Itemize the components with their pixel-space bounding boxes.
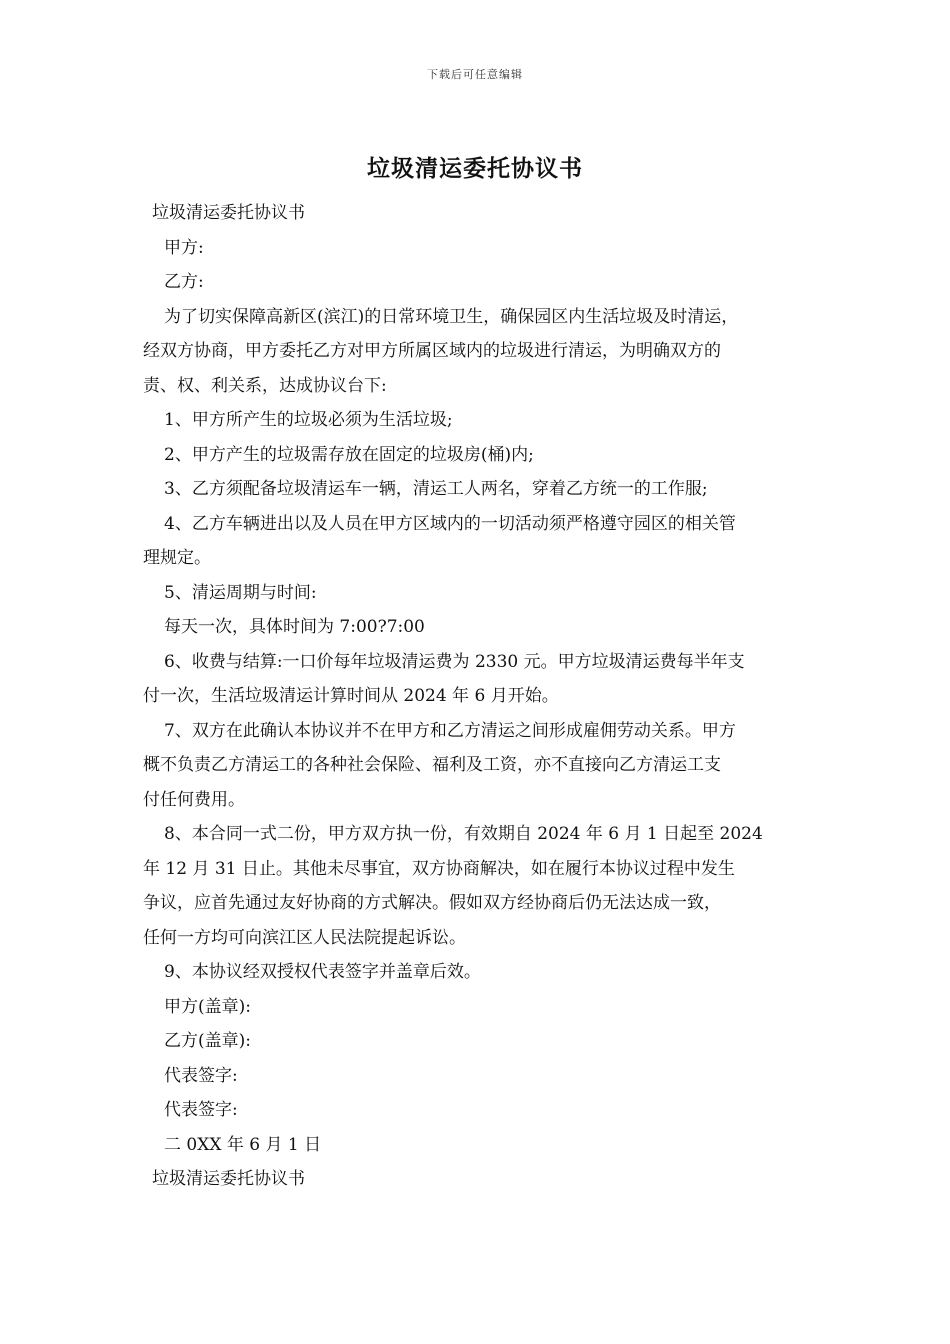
body-line: 垃圾清运委托协议书 [152,1169,305,1189]
body-line: 垃圾清运委托协议书 [152,203,305,223]
body-line: 责、权、利关系，达成协议台下: [143,375,387,396]
page-header-note: 下载后可任意编辑 [427,68,523,81]
body-line: 代表签字: [164,1065,238,1086]
body-line: 争议，应首先通过友好协商的方式解决。假如双方经协商后仍无法达成一致， [143,893,721,913]
body-line: 理规定。 [143,548,211,568]
body-line: 任何一方均可向滨江区人民法院提起诉讼。 [143,927,466,948]
body-line: 为了切实保障高新区(滨江)的日常环境卫生，确保园区内生活垃圾及时清运， [164,306,739,327]
body-line: 付一次，生活垃圾清运计算时间从 2024 年 6 月开始。 [143,686,559,706]
body-line: 4、乙方车辆进出以及人员在甲方区域内的一切活动须严格遵守园区的相关管 [164,513,736,534]
body-line: 3、乙方须配备垃圾清运车一辆，清运工人两名，穿着乙方统一的工作服; [164,479,708,499]
body-line: 代表签字: [164,1100,238,1120]
document-title: 垃圾清运委托协议书 [367,155,583,182]
body-line: 每天一次，具体时间为 7:00?7:00 [164,617,425,637]
body-line: 年 12 月 31 日止。其他未尽事宜，双方协商解决，如在履行本协议过程中发生 [143,858,735,879]
body-line: 2、甲方产生的垃圾需存放在固定的垃圾房(桶)内; [164,444,534,465]
body-line: 1、甲方所产生的垃圾必须为生活垃圾; [164,410,453,430]
body-line: 付任何费用。 [143,789,245,810]
body-line: 8、本合同一式二份，甲方双方执一份，有效期自 2024 年 6 月 1 日起至 2024 [164,824,763,844]
body-line: 概不负责乙方清运工的各种社会保险、福利及工资，亦不直接向乙方清运工支 [143,755,721,775]
body-line: 9、本协议经双授权代表签字并盖章后效。 [164,962,481,982]
body-line: 5、清运周期与时间: [164,582,317,603]
body-line: 7、双方在此确认本协议并不在甲方和乙方清运之间形成雇佣劳动关系。甲方 [164,720,736,741]
body-line: 乙方(盖章): [164,1031,251,1051]
body-line: 甲方: [164,237,204,258]
body-line: 二 0XX 年 6 月 1 日 [164,1134,322,1155]
body-line: 6、收费与结算:一口价每年垃圾清运费为 2330 元。甲方垃圾清运费每半年支 [164,651,745,672]
body-line: 经双方协商，甲方委托乙方对甲方所属区域内的垃圾进行清运，为明确双方的 [143,341,721,361]
body-line: 乙方: [164,272,204,292]
body-line: 甲方(盖章): [164,996,251,1017]
document-body [143,196,813,1197]
